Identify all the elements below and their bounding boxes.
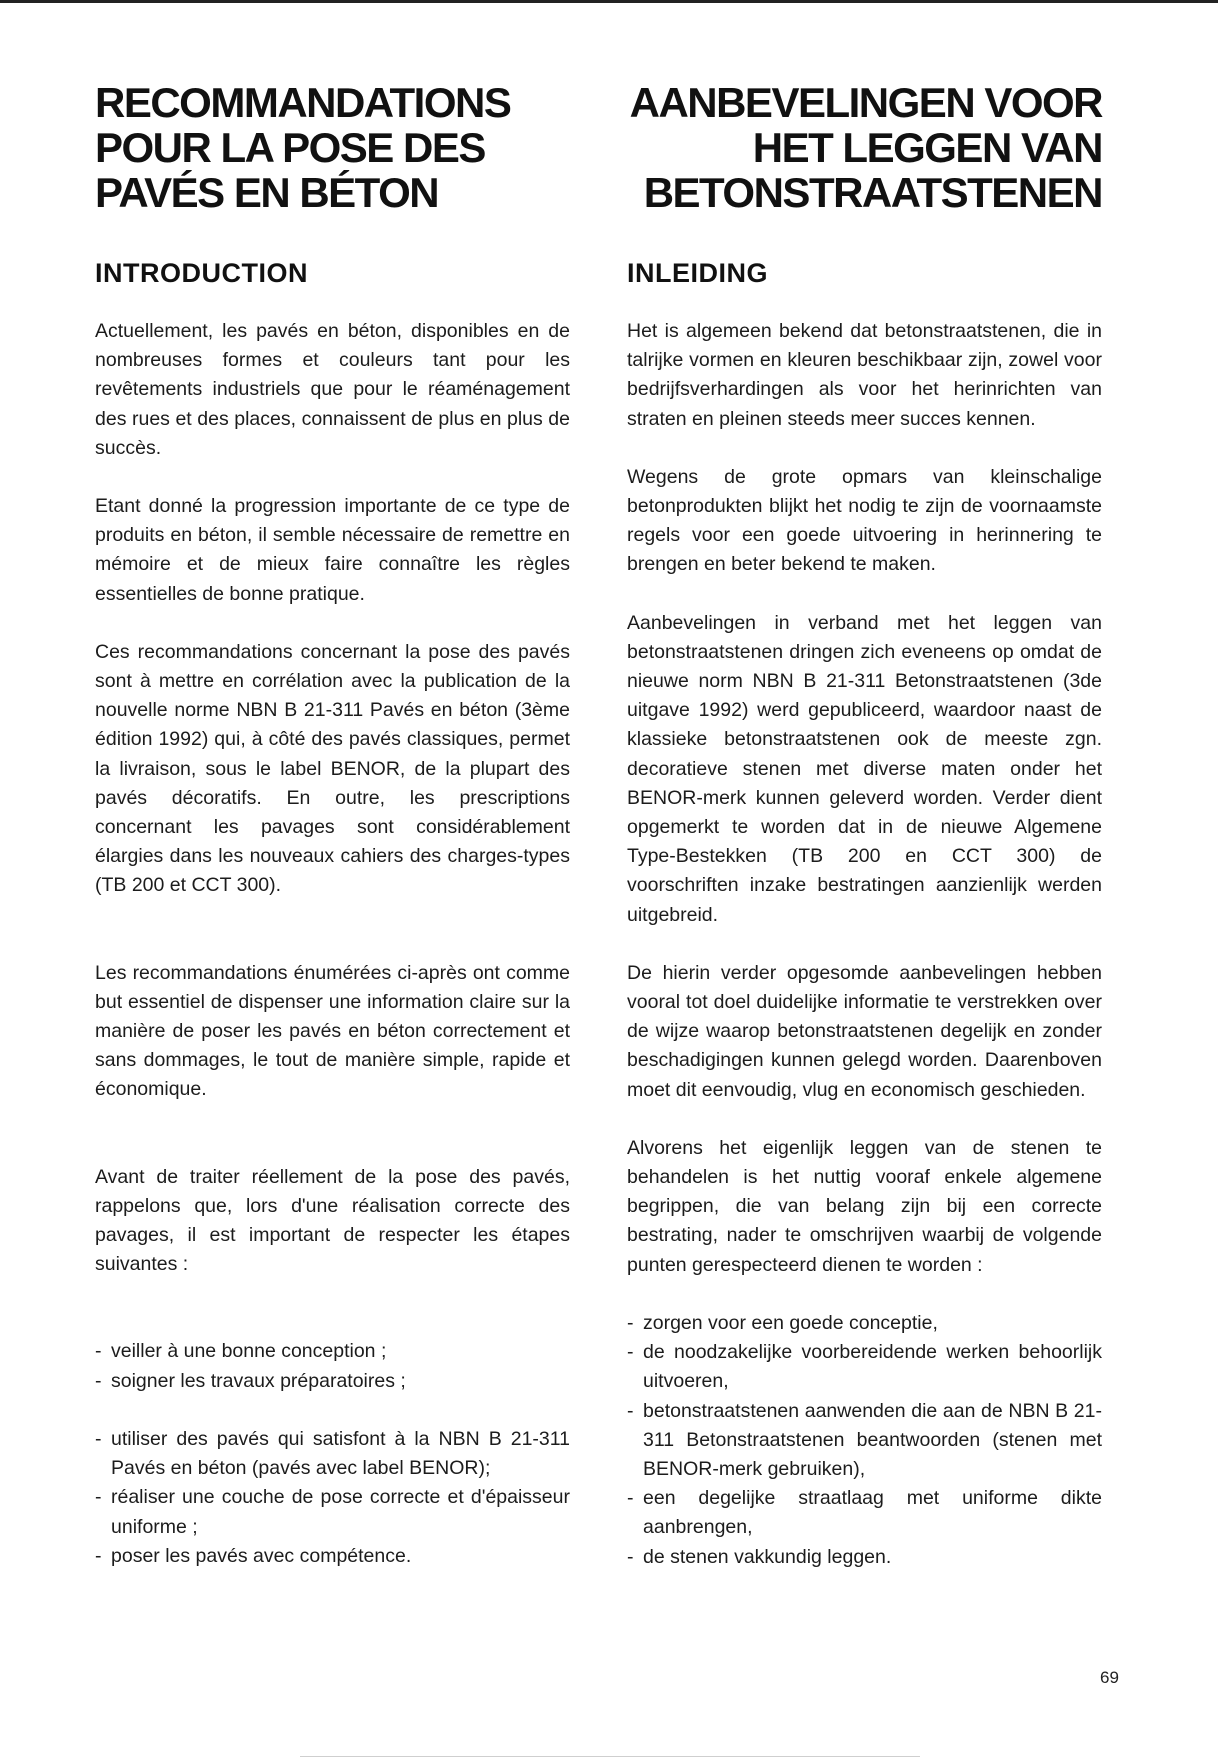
french-paragraph: Actuellement, les pavés en béton, disponibles en de nombreuses formes et couleurs tant pour les revêtements industriels que pour le réaménagement des rues et des places, connaissent de plus en plus de succès. — [95, 320, 570, 459]
dutch-paragraph: Het is algemeen bekend dat betonstraatstenen, die in talrijke vormen en kleuren beschikbaar zijn, zowel voor bedrijfsverhardingen als voor het herinrichten van straten en pleinen steeds meer succes kennen. — [627, 320, 1102, 430]
dutch-paragraph: De hierin verder opgesomde aanbevelingen hebben vooral tot doel duidelijke informatie te verstrekken over de wijze waarop betonstraatstenen degelijk en zonder beschadigingen kunnen gelegd worden. Daarenboven moet dit eenvoudig, vlug en economisch geschieden. — [627, 961, 1102, 1101]
dutch-body — [627, 317, 1102, 1572]
list-item: - soigner les travaux préparatoires ; — [95, 1367, 570, 1396]
dutch-column — [627, 80, 1102, 1572]
french-paragraph: Avant de traiter réellement de la pose des pavés, rappelons que, lors d'une réalisation correcte des pavages, il est important de respecter les étapes suivantes : — [95, 1165, 570, 1276]
list-item: - utiliser des pavés qui satisfont à la NBN B 21-311 Pavés en béton (pavés avec label BENOR); — [95, 1425, 570, 1483]
list-item: - de stenen vakkundig leggen. — [627, 1543, 1102, 1572]
dutch-section-heading: INLEIDING — [627, 258, 769, 288]
list-item: - zorgen voor een goede conceptie, — [627, 1309, 1102, 1338]
french-title-line: PAVÉS EN BÉTON — [95, 169, 439, 216]
dutch-title-line: HET LEGGEN VAN — [752, 124, 1102, 171]
french-section-heading: INTRODUCTION — [95, 258, 308, 288]
dutch-paragraph: Wegens de grote opmars van kleinschalige betonprodukten blijkt het nodig te zijn de voornaamste regels voor een goede uitvoering in herinnering te brengen en beter bekend te maken. — [627, 465, 1102, 576]
bottom-rule — [300, 1756, 920, 1757]
dutch-paragraph: Aanbevelingen in verband met het leggen van betonstraatstenen dringen zich eveneens op omdat de nieuwe norm NBN B 21-311 Betonstraatstenen (3de uitgave 1992) werd gepubliceerd, waardoor naast de klassieke betonstraatstenen ook de meeste zgn. decoratieve stenen met diverse maten onder het BENOR-merk kunnen geleverd worden. Verder dient opgemerkt te worden dat in de nieuwe Algemene Type-Bestekken (TB 200 en CCT 300) de voorschriften inzake bestratingen aanzienlijk werden uitgebreid. — [627, 611, 1102, 926]
french-steps-list — [95, 1337, 570, 1570]
list-item: - réaliser une couche de pose correcte et d'épaisseur uniforme ; — [95, 1483, 570, 1541]
french-paragraph: Les recommandations énumérées ci-après ont comme but essentiel de dispenser une information claire sur la manière de poser les pavés en béton correctement et sans dommages, le tout de manière simple, rapide et économique. — [95, 961, 570, 1101]
list-item: - een degelijke straatlaag met uniforme dikte aanbrengen, — [627, 1484, 1102, 1542]
dutch-title — [627, 80, 1102, 215]
list-item: - betonstraatstenen aanwenden die aan de NBN B 21-311 Betonstraatstenen beantwoorden (stenen met BENOR-merk gebruiken), — [627, 1397, 1102, 1485]
dutch-steps-list — [627, 1309, 1102, 1572]
french-column — [95, 80, 570, 1571]
dutch-paragraph: Alvorens het eigenlijk leggen van de stenen te behandelen is het nuttig vooraf enkele algemene begrippen, die van belang zijn bij een correcte bestrating, nader te omschrijven waarbij de volgende punten gerespecteerd dienen te worden : — [627, 1136, 1102, 1276]
french-title-line: RECOMMANDATIONS — [95, 79, 511, 126]
list-item: - de noodzakelijke voorbereidende werken behoorlijk uitvoeren, — [627, 1338, 1102, 1396]
list-item: - veiller à une bonne conception ; — [95, 1337, 570, 1366]
french-paragraph: Etant donné la progression importante de ce type de produits en béton, il semble nécessaire de remettre en mémoire et de mieux faire connaître les règles essentielles de bonne pratique. — [95, 495, 570, 605]
top-rule — [0, 0, 1218, 3]
dutch-title-line: AANBEVELINGEN VOOR — [629, 79, 1102, 126]
page-number: 69 — [1100, 1668, 1119, 1687]
french-title-line: POUR LA POSE DES — [95, 124, 485, 171]
french-title — [95, 80, 570, 215]
french-paragraph: Ces recommandations concernant la pose des pavés sont à mettre en corrélation avec la publication de la nouvelle norme NBN B 21-311 Pavés en béton (3ème édition 1992) qui, à côté des pavés classiques, permet la livraison, sous le label BENOR, de la plupart des pavés décoratifs. En outre, les prescriptions concernant les pavages sont considérablement élargies dans les nouveaux cahiers des charges-types (TB 200 et CCT 300). — [95, 640, 570, 897]
list-item: - poser les pavés avec compétence. — [95, 1542, 570, 1571]
dutch-title-line: BETONSTRAATSTENEN — [643, 169, 1102, 216]
french-body — [95, 317, 570, 1571]
